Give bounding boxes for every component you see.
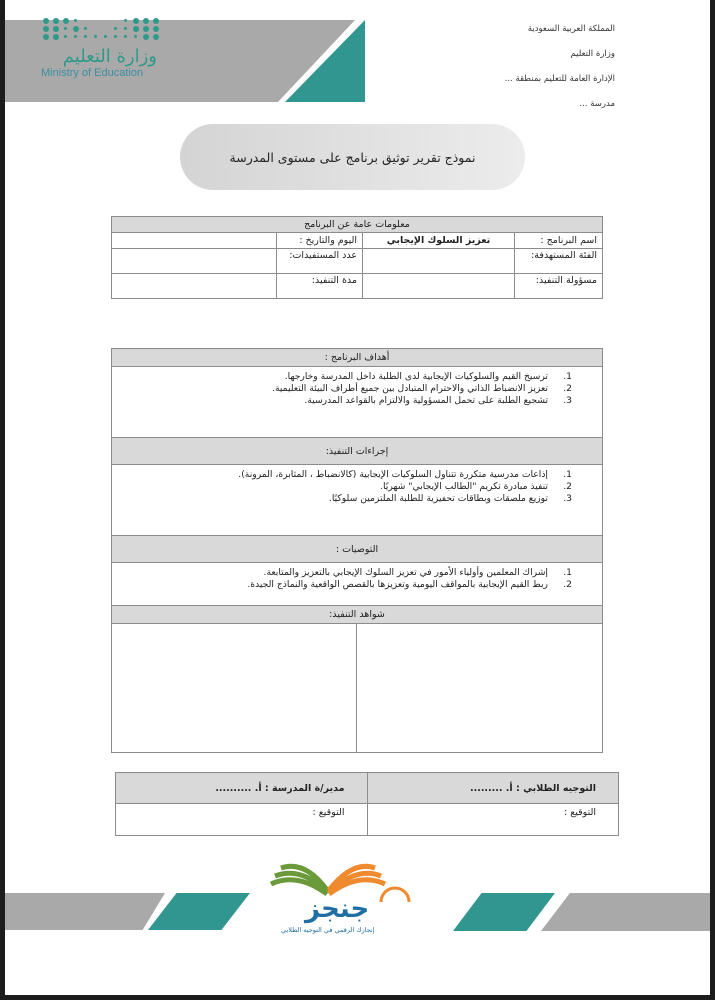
date-label: اليوم والتاريخ :	[277, 233, 363, 249]
procedure-item: 2.تنفيذ مبادرة تكريم "الطالب الإيجابي" شهريًا.	[380, 481, 572, 492]
page-title: نموذج تقرير توثيق برنامج على مستوى المدرسة	[229, 149, 476, 165]
procedure-item: 3.توزيع ملصقات وبطاقات تحفيزية للطلبة الملتزمين سلوكيًا.	[328, 493, 572, 504]
footer-logo	[267, 862, 442, 942]
procedure-item: 1.إذاعات مدرسية متكررة تتناول السلوكيات الإيجابية (كالانضباط ، المثابرة، المرونة).	[238, 469, 572, 480]
responsible-label: مسؤولة التنفيذ:	[515, 274, 603, 299]
goal-item: 3.تشجيع الطلبة على تحمل المسؤولية والالتزام بالقواعد المدرسية.	[304, 395, 572, 406]
procedures-list	[112, 465, 603, 536]
procedures-heading: إجراءات التنفيذ:	[112, 438, 603, 465]
goals-list	[112, 367, 603, 438]
org-line-directorate: الإدارة العامة للتعليم بمنطقة ...	[504, 74, 615, 84]
principal-signature-field[interactable]: التوقيع :	[116, 804, 368, 836]
org-line-school: مدرسة ...	[579, 99, 615, 109]
target-group-field[interactable]	[363, 249, 515, 274]
duration-label: مدة التنفيذ:	[277, 274, 363, 299]
footer-teal-band-right	[453, 893, 555, 931]
footer-gray-band-right	[541, 893, 710, 931]
evidence-box-right[interactable]	[357, 624, 603, 753]
org-line-ministry: وزارة التعليم	[570, 49, 615, 59]
logo-dots-icon	[43, 18, 165, 40]
footer-gray-band-left	[5, 893, 165, 930]
program-name-value[interactable]: تعزيز السلوك الإيجابي	[363, 233, 515, 249]
logo-arabic-text: وزارة التعليم	[62, 46, 157, 67]
general-info-heading: معلومات عامة عن البرنامج	[112, 217, 603, 233]
footer-logo-tagline: إنجازك الرقمي في التوجيه الطلابي	[281, 926, 375, 934]
date-field[interactable]	[112, 233, 277, 249]
signatures-table	[115, 772, 619, 836]
program-details-table	[111, 348, 603, 753]
recommendations-list	[112, 563, 603, 606]
counselor-name-label: التوجيه الطلابي : أ. .........	[367, 773, 619, 804]
org-line-kingdom: المملكة العربية السعودية	[527, 24, 615, 34]
goal-item: 2.تعزيز الانضباط الذاتي والاحترام المتبادل بين جميع أطراف البيئة التعليمية.	[272, 383, 572, 394]
recommendation-item: 2.ربط القيم الإيجابية بالمواقف اليومية وتعزيزها بالقصص الواقعية والنماذج الجيدة.	[247, 579, 572, 590]
goal-item: 1.ترسيخ القيم والسلوكيات الإيجابية لدى الطلبة داخل المدرسة وخارجها.	[284, 371, 572, 382]
beneficiaries-label: عدد المستفيدات:	[277, 249, 363, 274]
recommendations-heading: التوصيات :	[112, 536, 603, 563]
duration-field[interactable]	[112, 274, 277, 299]
footer-logo-word: جنجز	[305, 894, 370, 924]
evidence-box-left[interactable]	[112, 624, 357, 753]
counselor-signature-field[interactable]: التوقيع :	[367, 804, 619, 836]
principal-name-label: مدير/ة المدرسة : أ. ..........	[116, 773, 368, 804]
target-group-label: الفئة المستهدفة:	[515, 249, 603, 274]
general-info-table	[111, 216, 603, 299]
beneficiaries-field[interactable]	[112, 249, 277, 274]
evidence-heading: شواهد التنفيذ:	[112, 606, 603, 624]
title-banner	[180, 124, 525, 190]
recommendation-item: 1.إشراك المعلمين وأولياء الأمور في تعزيز السلوك الإيجابي بالتعزيز والمتابعة.	[263, 567, 572, 578]
footer-teal-band-left	[148, 893, 250, 930]
responsible-field[interactable]	[363, 274, 515, 299]
logo-english-text: Ministry of Education	[41, 67, 144, 79]
organization-lines	[505, 22, 615, 122]
goals-heading: أهداف البرنامج :	[112, 349, 603, 367]
document-page	[5, 0, 710, 995]
program-name-label: اسم البرنامج :	[515, 233, 603, 249]
ministry-of-education-logo	[35, 18, 165, 103]
